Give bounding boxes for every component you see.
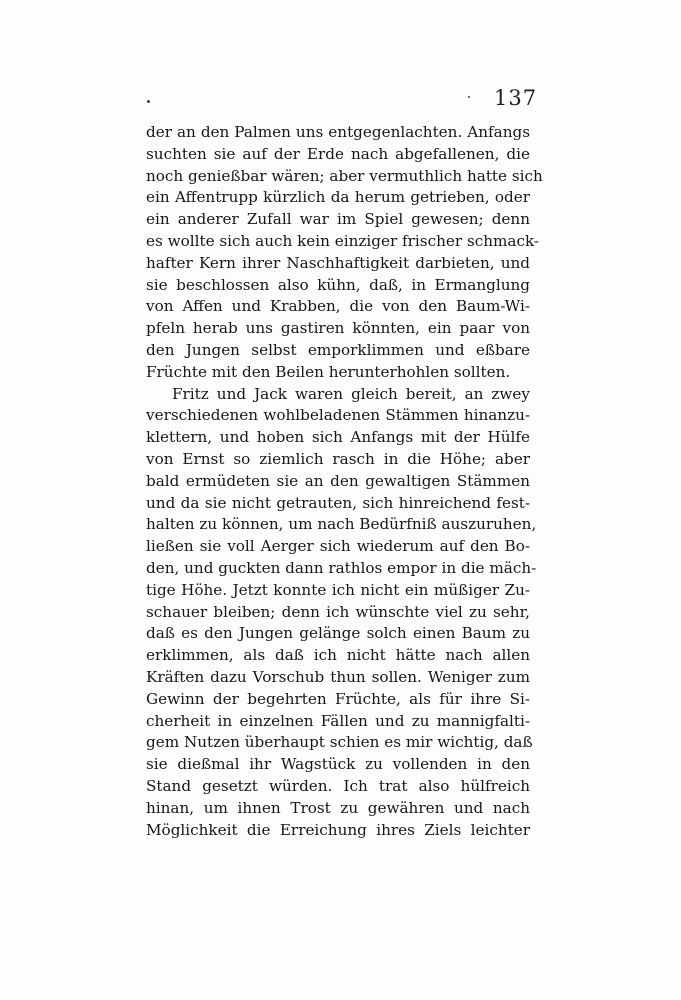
text-line: ein anderer Zufall war im Spiel gewesen; denn [146, 210, 530, 229]
text-line: suchten sie auf der Erde nach abgefallenen, die [146, 144, 530, 163]
text-line: Fritz und Jack waren gleich bereit, an zwey [172, 384, 530, 403]
text-line: den Jungen selbst emporklimmen und eßbare [146, 340, 530, 359]
text-line: von Affen und Krabben, die von den Baum-Wi- [146, 297, 530, 316]
text-line: schauer bleiben; denn ich wünschte viel zu sehr, [146, 602, 530, 621]
text-line: Früchte mit den Beilen herunterhohlen sollten. [146, 362, 511, 381]
text-line: noch genießbar wären; aber vermuthlich hatte sich [146, 166, 543, 185]
text-line: hinan, um ihnen Trost zu gewähren und nach [146, 798, 530, 817]
ink-speck [147, 100, 150, 103]
text-line: Gewinn der begehrten Früchte, als für ihre Si- [146, 689, 530, 708]
text-line: Kräften dazu Vorschub thun sollen. Weniger zum [146, 667, 530, 686]
text-line: den, und guckten dann rathlos empor in die mäch- [146, 558, 537, 577]
text-line: pfeln herab uns gastiren könnten, ein paar von [146, 319, 530, 338]
ink-speck [468, 96, 470, 98]
text-line: cherheit in einzelnen Fällen und zu mannigfalti- [146, 711, 530, 730]
text-line: ließen sie voll Aerger sich wiederum auf den Bo- [146, 537, 530, 556]
text-line: gem Nutzen überhaupt schien es mir wichtig, daß [146, 733, 533, 752]
paragraph-2 [146, 384, 537, 842]
text-line: erklimmen, als daß ich nicht hätte nach allen [146, 646, 530, 665]
text-line: daß es den Jungen gelänge solch einen Baum zu [146, 624, 530, 643]
text-line: halten zu können, um nach Bedürfniß auszuruhen, [146, 515, 537, 534]
text-line: Möglichkeit die Erreichung ihres Ziels leichter [146, 820, 530, 839]
text-line: Stand gesetzt würden. Ich trat also hülfreich [146, 776, 530, 795]
text-line: es wollte sich auch kein einziger frischer schmack- [146, 231, 540, 250]
text-line: sie beschlossen also kühn, daß, in Ermanglung [146, 275, 530, 294]
text-line: bald ermüdeten sie an den gewaltigen Stämmen [146, 471, 530, 490]
text-line: klettern, und hoben sich Anfangs mit der Hülfe [146, 428, 530, 447]
text-line: ein Affentrupp kürzlich da herum getrieben, oder [146, 188, 530, 207]
text-line: tige Höhe. Jetzt konnte ich nicht ein müßiger Zu- [146, 580, 530, 599]
body-text [146, 122, 543, 841]
text-line: und da sie nicht getrauten, sich hinreichend fest- [146, 493, 530, 512]
paragraph-1 [146, 122, 543, 384]
text-line: sie dießmal ihr Wagstück zu vollenden in den [146, 755, 530, 774]
page-number: 137 [494, 86, 538, 110]
text-line: von Ernst so ziemlich rasch in die Höhe; aber [146, 449, 530, 468]
text-line: verschiedenen wohlbeladenen Stämmen hinanzu- [146, 406, 530, 425]
text-line: hafter Kern ihrer Naschhaftigkeit darbieten, und [146, 253, 530, 272]
text-line: der an den Palmen uns entgegenlachten. Anfangs [146, 123, 530, 141]
